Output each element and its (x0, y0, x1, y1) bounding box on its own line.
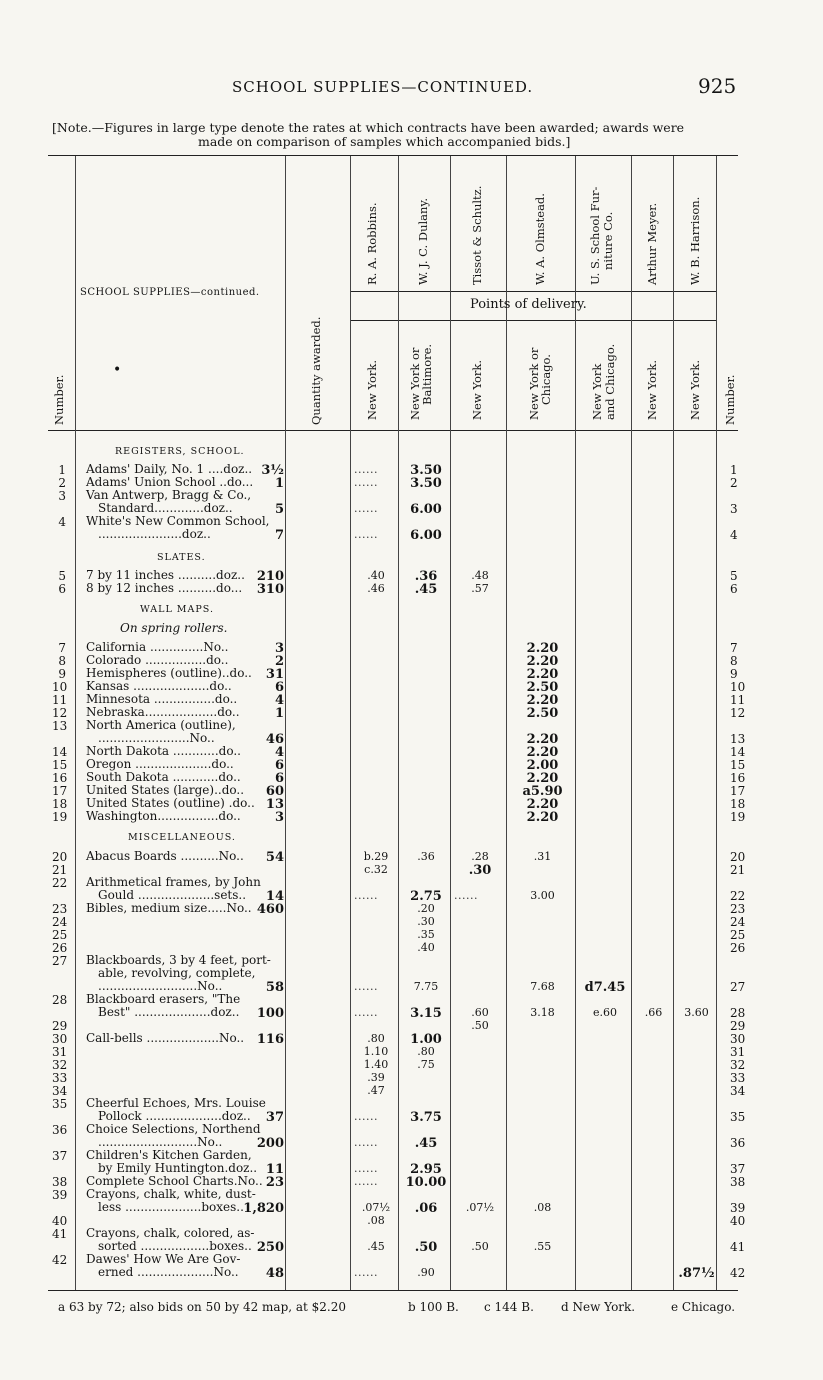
row-number-right: 24 (730, 915, 746, 929)
row-number: 11 (52, 693, 68, 707)
item-name: Dawes' How We Are Gov- (86, 1252, 241, 1266)
bid-b1: .39 (367, 1071, 385, 1084)
bid-b4: 2.50 (526, 706, 559, 721)
row-number: 38 (52, 1175, 68, 1189)
delivery-dulany-line2: Baltimore. (420, 343, 434, 405)
bid-b1: .46 (367, 582, 385, 595)
row-number: 37 (52, 1149, 68, 1163)
row-number-right: 20 (730, 850, 746, 864)
item-name: White's New Common School, (86, 514, 270, 528)
quantity-awarded: 46 (265, 732, 284, 747)
quantity-awarded: 6 (274, 680, 284, 695)
bid-b4: 2.20 (526, 641, 559, 656)
bid-b2: .35 (417, 928, 435, 941)
header-bottom-rule (48, 430, 738, 431)
bid-b2: .45 (414, 582, 438, 597)
item-name: Minnesota ................do.. (86, 692, 238, 706)
bid-b1: .45 (367, 1240, 385, 1253)
row-number-right: 37 (730, 1162, 746, 1176)
bid-b3: .07½ (465, 1201, 495, 1214)
bid-b2: 1.00 (410, 1032, 442, 1047)
bid-b1: .80 (367, 1032, 385, 1045)
quantity-awarded: 48 (265, 1266, 284, 1281)
bid-b1: .40 (367, 569, 385, 582)
item-name: Adams' Union School ..do... (86, 475, 254, 489)
quantity-awarded: 200 (256, 1136, 284, 1151)
row-number: 21 (52, 863, 68, 877)
bid-b2: .45 (414, 1136, 438, 1151)
row-number-right: 6 (730, 582, 738, 596)
row-number: 39 (52, 1188, 68, 1202)
quantity-awarded: 54 (265, 850, 284, 865)
row-number: 29 (52, 1019, 68, 1033)
row-number-right: 41 (730, 1240, 746, 1254)
bidder-usschool-line1: U. S. School Fur- (588, 186, 602, 285)
item-name-continued: by Emily Huntington.doz.. (98, 1161, 258, 1175)
row-number: 40 (52, 1214, 68, 1228)
section-wall-maps: WALL MAPS. (140, 604, 214, 615)
page-number: 925 (698, 74, 737, 98)
row-number: 28 (52, 993, 68, 1007)
quantity-awarded: 13 (265, 797, 284, 812)
item-name: Colorado ................do.. (86, 653, 229, 667)
delivery-usschool-line2: and Chicago. (603, 343, 617, 420)
bid-b3: .30 (468, 863, 492, 878)
bid-b2: 6.00 (410, 502, 442, 517)
item-name-continued: sorted ..................boxes.. (98, 1239, 252, 1253)
row-number: 34 (52, 1084, 68, 1098)
item-name: Kansas ....................do.. (86, 679, 232, 693)
row-number-right: 40 (730, 1214, 746, 1228)
item-name-continued: Pollock ....................doz.. (98, 1109, 251, 1123)
bid-b2: .75 (417, 1058, 435, 1071)
table-top-rule (48, 155, 738, 156)
row-number: 33 (52, 1071, 68, 1085)
row-number: 1 (58, 463, 66, 477)
item-name-continued: erned ....................No.. (98, 1265, 239, 1279)
bid-b2: .20 (417, 902, 435, 915)
quantity-awarded: 11 (265, 1162, 284, 1177)
row-number-right: 32 (730, 1058, 746, 1072)
row-number: 5 (58, 569, 66, 583)
section-registers: REGISTERS, SCHOOL. (115, 446, 245, 457)
table-bottom-rule (48, 1290, 738, 1291)
item-name: Call-bells ...................No.. (86, 1031, 245, 1045)
row-number-right: 23 (730, 902, 746, 916)
row-number: 10 (52, 680, 68, 694)
row-number-right: 31 (730, 1045, 746, 1059)
section-spring-rollers: On spring rollers. (120, 621, 228, 635)
bid-b1: ...... (354, 528, 378, 541)
bid-b3: .28 (471, 850, 489, 863)
bid-b1: ...... (354, 476, 378, 489)
bid-b3: .48 (471, 569, 489, 582)
delivery-tissot: New York. (470, 359, 484, 420)
row-number: 31 (52, 1045, 68, 1059)
item-name-continued: ......................doz.. (98, 527, 211, 541)
row-number: 35 (52, 1097, 68, 1111)
bid-b1: c.32 (364, 863, 388, 876)
bid-b1: .07½ (361, 1201, 391, 1214)
quantity-awarded: 6 (274, 758, 284, 773)
row-number: 26 (52, 941, 68, 955)
page-title: SCHOOL SUPPLIES—CONTINUED. (232, 78, 534, 96)
points-of-delivery: Points of delivery. (470, 297, 587, 312)
row-number: 16 (52, 771, 68, 785)
row-number-right: 15 (730, 758, 746, 772)
item-name: Choice Selections, Northend (86, 1122, 261, 1136)
item-name-continued: Gould ....................sets.. (98, 888, 247, 902)
bid-b2: .06 (414, 1201, 438, 1216)
row-number-right: 18 (730, 797, 746, 811)
quantity-awarded: 7 (274, 528, 284, 543)
item-name: Crayons, chalk, white, dust- (86, 1187, 256, 1201)
bid-b4: 2.20 (526, 732, 559, 747)
bid-b2: .30 (417, 915, 435, 928)
row-number-right: 12 (730, 706, 746, 720)
quantity-awarded: 460 (256, 902, 284, 917)
row-number-right: 1 (730, 463, 738, 477)
row-number-right: 42 (730, 1266, 746, 1280)
bid-b4: 2.20 (526, 667, 559, 682)
row-number-right: 7 (730, 641, 738, 655)
bid-b2: 2.95 (410, 1162, 442, 1177)
row-number: 15 (52, 758, 68, 772)
item-name-continued: ........................No.. (98, 731, 215, 745)
item-name: South Dakota ............do.. (86, 770, 241, 784)
item-name: Washington................do.. (86, 809, 241, 823)
quantity-awarded: 3 (274, 641, 284, 656)
row-number-right: 28 (730, 1006, 746, 1020)
item-name: California ..............No.. (86, 640, 229, 654)
footnote-a: a 63 by 72; also bids on 50 by 42 map, at $2.20 (58, 1300, 347, 1314)
row-number: 20 (52, 850, 68, 864)
item-name: United States (large)..do.. (86, 783, 245, 797)
item-name: North Dakota ............do.. (86, 744, 241, 758)
bidder-robbins: R. A. Robbins. (365, 202, 379, 285)
bid-b4: .31 (533, 850, 552, 863)
row-number-right: 10 (730, 680, 746, 694)
bid-b4: 2.20 (526, 654, 559, 669)
delivery-rule (350, 320, 716, 321)
bid-b4: 2.20 (526, 797, 559, 812)
bidder-harrison: W. B. Harrison. (688, 196, 702, 285)
section-slates: SLATES. (157, 552, 206, 563)
quantity-column-header: Quantity awarded. (309, 316, 323, 425)
delivery-meyer: New York. (645, 359, 659, 420)
delivery-dulany-line1: New York or (408, 347, 422, 420)
item-name: Abacus Boards ..........No.. (86, 849, 244, 863)
row-number-right: 39 (730, 1201, 746, 1215)
item-name: Van Antwerp, Bragg & Co., (86, 488, 252, 502)
bid-b2: 10.00 (405, 1175, 447, 1190)
quantity-awarded: 31 (265, 667, 284, 682)
quantity-awarded: 1,820 (243, 1201, 284, 1216)
note-line-1: [Note.—Figures in large type denote the rates at which contracts have been awarded; awards were (52, 120, 685, 135)
bidders-rule (350, 291, 716, 292)
item-name-continued: Best" ....................doz.. (98, 1005, 240, 1019)
bid-b1: ...... (354, 980, 378, 993)
bid-b2: 3.50 (410, 476, 442, 491)
row-number-right: 9 (730, 667, 738, 681)
item-name: United States (outline) .do.. (86, 796, 255, 810)
bid-b7: .87½ (678, 1266, 715, 1281)
row-number: 32 (52, 1058, 68, 1072)
bid-b4: .08 (533, 1201, 552, 1214)
bid-b4: 2.20 (526, 745, 559, 760)
bid-b2: 2.75 (410, 889, 442, 904)
row-number-right: 19 (730, 810, 746, 824)
row-number: 22 (52, 876, 68, 890)
number-right-column-header: Number. (723, 374, 737, 425)
item-name: Nebraska...................do.. (86, 705, 240, 719)
bidder-usschool-line2: niture Co. (601, 211, 615, 270)
row-number: 17 (52, 784, 68, 798)
bid-b7: 3.60 (684, 1006, 709, 1019)
quantity-awarded: 116 (256, 1032, 284, 1047)
item-name: Complete School Charts.No.. (86, 1174, 263, 1188)
quantity-awarded: 6 (274, 771, 284, 786)
row-number-right: 21 (730, 863, 746, 877)
quantity-awarded: 250 (256, 1240, 284, 1255)
bid-b1: ...... (354, 463, 378, 476)
row-number-right: 11 (730, 693, 746, 707)
bid-b2: .50 (414, 1240, 438, 1255)
footnote-e: e Chicago. (671, 1300, 736, 1314)
bidder-olmstead: W. A. Olmstead. (533, 193, 547, 285)
row-number-right: 3 (730, 502, 738, 516)
bid-b2: .36 (414, 569, 438, 584)
quantity-awarded: 2 (274, 654, 284, 669)
bid-b3: .50 (471, 1240, 489, 1253)
item-name: Cheerful Echoes, Mrs. Louise (86, 1096, 266, 1110)
bid-b3: .50 (471, 1019, 489, 1032)
row-number: 18 (52, 797, 68, 811)
item-name: North America (outline), (86, 718, 236, 732)
row-number: 13 (52, 719, 68, 733)
bid-b6: .66 (644, 1006, 663, 1019)
bullet-mark: • (113, 362, 122, 378)
bid-b1: .08 (367, 1214, 385, 1227)
bid-b1: ...... (354, 1136, 378, 1149)
delivery-robbins: New York. (365, 359, 379, 420)
bid-b5: d7.45 (584, 980, 626, 995)
row-number: 9 (58, 667, 66, 681)
bid-b4: 3.00 (530, 889, 555, 902)
quantity-awarded: 37 (265, 1110, 284, 1125)
supplies-column-header: SCHOOL SUPPLIES—continued. (80, 287, 260, 298)
row-number: 23 (52, 902, 68, 916)
bid-b1: 1.10 (363, 1045, 389, 1058)
quantity-awarded: 1 (274, 706, 284, 721)
row-number-right: 30 (730, 1032, 746, 1046)
row-number-right: 2 (730, 476, 738, 490)
item-name-continued: ..........................No.. (98, 1135, 223, 1149)
bid-b4: .55 (533, 1240, 552, 1253)
row-number-right: 26 (730, 941, 746, 955)
quantity-awarded: 210 (256, 569, 284, 584)
row-number-right: 27 (730, 980, 746, 994)
bid-b1: ...... (354, 502, 378, 515)
item-name: Crayons, chalk, colored, as- (86, 1226, 255, 1240)
item-name: Arithmetical frames, by John (86, 875, 261, 889)
footnote-c: c 144 B. (484, 1300, 534, 1314)
row-number: 42 (52, 1253, 68, 1267)
bidder-dulany: W. J. C. Dulany. (416, 197, 430, 285)
row-number: 27 (52, 954, 68, 968)
bid-b4: 2.20 (526, 771, 559, 786)
bid-b2: 3.75 (410, 1110, 442, 1125)
row-number: 19 (52, 810, 68, 824)
item-name-continued: able, revolving, complete, (98, 966, 256, 980)
item-name: Hemispheres (outline)..do.. (86, 666, 252, 680)
item-name: Bibles, medium size.....No.. (86, 901, 252, 915)
row-number-right: 34 (730, 1084, 746, 1098)
bid-b4: 7.68 (530, 980, 555, 993)
item-name: Children's Kitchen Garden, (86, 1148, 252, 1162)
quantity-awarded: 3 (274, 810, 284, 825)
row-number: 12 (52, 706, 68, 720)
quantity-awarded: 14 (265, 889, 284, 904)
row-number: 6 (58, 582, 66, 596)
bid-b1: ...... (354, 1266, 378, 1279)
quantity-awarded: 100 (256, 1006, 284, 1021)
bid-b4: 2.20 (526, 810, 559, 825)
bid-b4: 2.00 (526, 758, 559, 773)
bid-b1: ...... (354, 1006, 378, 1019)
bid-b2: 3.50 (410, 463, 442, 478)
bid-b4: 3.18 (530, 1006, 555, 1019)
row-number: 3 (58, 489, 66, 503)
bid-b1: ...... (354, 1162, 378, 1175)
row-number-right: 25 (730, 928, 746, 942)
row-number: 36 (52, 1123, 68, 1137)
item-name: Oregon ....................do.. (86, 757, 234, 771)
row-number-right: 14 (730, 745, 746, 759)
row-number: 2 (58, 476, 66, 490)
quantity-awarded: 4 (274, 693, 284, 708)
bid-b1: ...... (354, 1175, 378, 1188)
row-number: 30 (52, 1032, 68, 1046)
bid-b3: .60 (471, 1006, 489, 1019)
delivery-harrison: New York. (688, 359, 702, 420)
row-number: 41 (52, 1227, 68, 1241)
note-line-2: made on comparison of samples which accompanied bids.] (198, 134, 571, 149)
item-name-continued: less ....................boxes.. (98, 1200, 244, 1214)
bid-b2: 3.15 (410, 1006, 442, 1021)
row-number-right: 29 (730, 1019, 746, 1033)
quantity-awarded: 23 (265, 1175, 284, 1190)
item-name: 7 by 11 inches ..........doz.. (86, 568, 245, 582)
row-number-right: 5 (730, 569, 738, 583)
row-number-right: 35 (730, 1110, 746, 1124)
quantity-awarded: 5 (274, 502, 284, 517)
section-misc: MISCELLANEOUS. (128, 832, 236, 843)
bid-b4: a5.90 (522, 784, 563, 799)
delivery-olmstead-line2: Chicago. (539, 354, 553, 405)
quantity-awarded: 60 (265, 784, 284, 799)
bid-b2: .90 (417, 1266, 435, 1279)
row-number-right: 33 (730, 1071, 746, 1085)
bidder-meyer: Arthur Meyer. (645, 202, 659, 285)
row-number-right: 13 (730, 732, 746, 746)
number-column-header: Number. (52, 374, 66, 425)
item-name: 8 by 12 inches ..........do... (86, 581, 243, 595)
quantity-awarded: 310 (256, 582, 284, 597)
bid-b2: 6.00 (410, 528, 442, 543)
item-name: Adams' Daily, No. 1 ....doz.. (86, 462, 253, 476)
bid-b3: .57 (471, 582, 489, 595)
quantity-awarded: 4 (274, 745, 284, 760)
quantity-awarded: 3½ (261, 463, 284, 478)
bidder-tissot: Tissot & Schultz. (470, 185, 484, 285)
quantity-awarded: 1 (274, 476, 284, 491)
bid-b2: .40 (417, 941, 435, 954)
bid-b1: ...... (354, 1110, 378, 1123)
item-name-continued: ..........................No.. (98, 979, 223, 993)
row-number: 25 (52, 928, 68, 942)
row-number-right: 38 (730, 1175, 746, 1189)
bid-b1: .47 (367, 1084, 385, 1097)
row-number-right: 17 (730, 784, 746, 798)
bid-b2: .80 (417, 1045, 435, 1058)
footnote-d: d New York. (561, 1300, 636, 1314)
row-number-right: 8 (730, 654, 738, 668)
bid-b4: 2.20 (526, 693, 559, 708)
delivery-olmstead-line1: New York or (527, 347, 541, 420)
delivery-usschool-line1: New York (590, 363, 604, 420)
bid-b1: b.29 (363, 850, 389, 863)
bid-b5: e.60 (592, 1006, 617, 1019)
row-number: 7 (58, 641, 66, 655)
row-number: 24 (52, 915, 68, 929)
quantity-awarded: 58 (265, 980, 284, 995)
footnote-b: b 100 B. (408, 1300, 459, 1314)
bid-b4: 2.50 (526, 680, 559, 695)
item-name: Blackboards, 3 by 4 feet, port- (86, 953, 271, 967)
row-number: 4 (58, 515, 66, 529)
bid-b3: ...... (454, 889, 478, 902)
item-name-continued: Standard.............doz.. (98, 501, 233, 515)
item-name: Blackboard erasers, "The (86, 992, 241, 1006)
row-number: 8 (58, 654, 66, 668)
row-number: 14 (52, 745, 68, 759)
row-number-right: 16 (730, 771, 746, 785)
bid-b1: 1.40 (363, 1058, 389, 1071)
bid-b2: .36 (417, 850, 435, 863)
row-number-right: 22 (730, 889, 746, 903)
bid-b2: 7.75 (413, 980, 439, 993)
row-number-right: 36 (730, 1136, 746, 1150)
row-number-right: 4 (730, 528, 738, 542)
bid-b1: ...... (354, 889, 378, 902)
